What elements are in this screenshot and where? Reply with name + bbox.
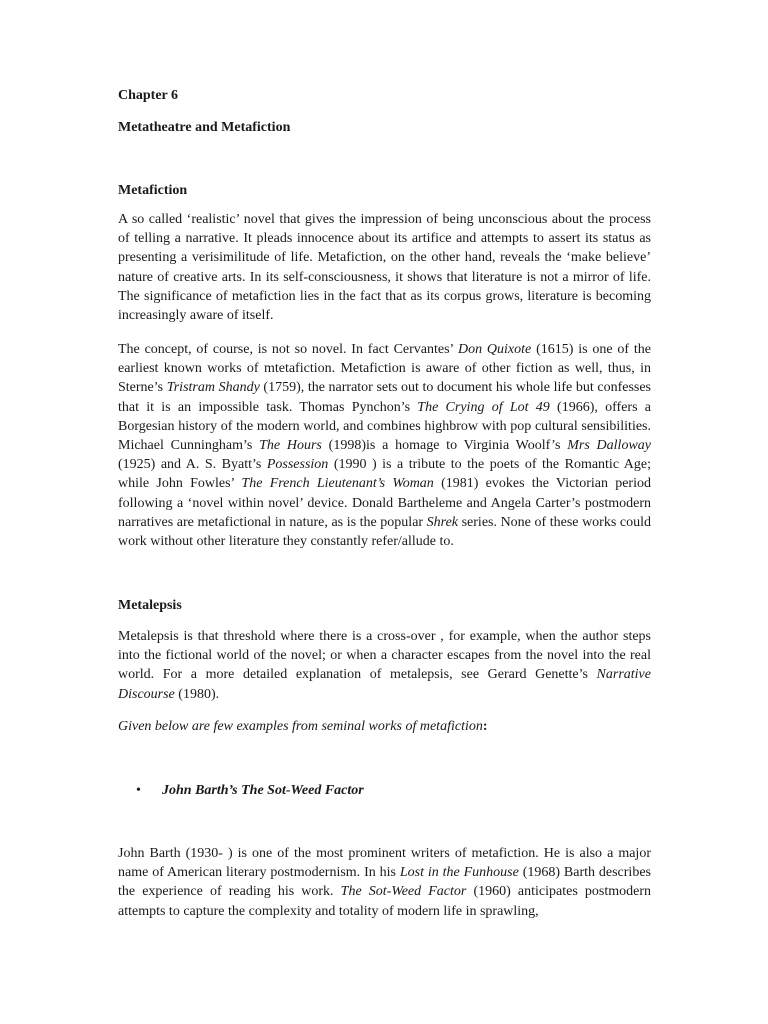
book-title-don-quixote: Don Quixote <box>458 342 532 357</box>
bullet-item-title: John Barth’s The Sot-Weed Factor <box>162 783 364 798</box>
book-title-the-hours: The Hours <box>259 438 322 454</box>
paragraph-metalepsis <box>118 627 651 704</box>
text-run: (1960) anticipates postmodern attempts to capture the complexity and totality of modern life in sprawling, <box>118 884 651 919</box>
examples-note-text: Given below are few examples from seminal works of metafiction <box>118 719 483 734</box>
text-run: The concept, of course, is not so novel. In fact Cervantes’ <box>118 342 458 357</box>
text-run: Metalepsis is that threshold where there is a cross-over , for example, when the author steps into the fictional world of the novel; or when a character escapes from the novel into the real world. For a more detailed explanation of metalepsis, see Gerard Genette’s <box>118 629 651 683</box>
bullet-icon: • <box>136 783 141 798</box>
book-title-mrs-dalloway: Mrs Dalloway <box>567 438 651 454</box>
paragraph-john-barth <box>118 844 651 921</box>
book-title-narrative-discourse: Narrative Discourse <box>118 667 651 702</box>
text-run: (1998)is a homage to Virginia Woolf’s <box>321 438 568 454</box>
text-run: (1980). <box>174 686 220 702</box>
book-title-tristram-shandy: Tristram Shandy <box>166 380 260 396</box>
section-heading-metalepsis: Metalepsis <box>118 598 182 613</box>
book-title-french-lieutenants-woman: The French Lieutenant’s Woman <box>241 476 434 492</box>
paragraph-metafiction-intro: A so called ‘realistic’ novel that gives the impression of being unconscious about the process of telling a narrative. It pleads innocence about its artifice and attempts to assert its status as presenting a verisimilitude of life. Metafiction, on the other hand, reveals the ‘make believe’ nature of creative arts. In its self-consciousness, it shows that literature is not a mirror of life. The significance of metafiction lies in the fact that as its corpus grows, literature is becoming increasingly aware of itself. <box>118 212 651 324</box>
chapter-title: Metatheatre and Metafiction <box>118 120 291 135</box>
text-run: (1615) is one of the earliest known works of mtetafiction. Metafiction is aware of other fiction as well, thus, in Sterne’s <box>118 342 651 396</box>
chapter-label: Chapter 6 <box>118 88 179 103</box>
text-run: (1990 ) is a tribute to the poets of the Romantic Age; while John Fowles’ <box>118 457 651 492</box>
text-run: series. None of these works could work without other literature they constantly refer/allude to. <box>118 514 651 550</box>
book-title-sot-weed-factor: The Sot-Weed Factor <box>340 884 467 900</box>
book-title-shrek: Shrek <box>426 514 459 530</box>
text-run: John Barth (1930- ) is one of the most prominent writers of metafiction. He is also a major name of American literary postmodernism. In his <box>118 846 651 881</box>
book-title-possession: Possession <box>266 457 329 473</box>
examples-note-colon: : <box>482 719 488 734</box>
examples-note <box>118 718 488 736</box>
text-run: (1925) and A. S. Byatt’s <box>118 457 267 473</box>
section-heading-metafiction: Metafiction <box>118 183 188 198</box>
text-run: (1981) evokes the Victorian period following a ‘novel within novel’ device. Donald Bartheleme and Angela Carter’s postmodern narratives are metafictional in nature, as is the popular <box>118 476 651 530</box>
text-run: (1759), the narrator sets out to document his whole life but confesses that it is an impossible task. Thomas Pynchon’s <box>118 380 652 415</box>
book-title-lost-in-the-funhouse: Lost in the Funhouse <box>399 865 519 881</box>
paragraph-metafiction-examples <box>118 340 651 551</box>
text-run: (1968) Barth describes the experience of reading his work. <box>118 865 651 900</box>
bullet-list-item <box>136 782 364 800</box>
text-run: (1966), offers a Borgesian history of the modern world, and combines highbrow with pop cultural sensibilities. Michael Cunningham’s <box>118 399 651 454</box>
book-title-crying-of-lot-49: The Crying of Lot 49 <box>417 399 550 415</box>
